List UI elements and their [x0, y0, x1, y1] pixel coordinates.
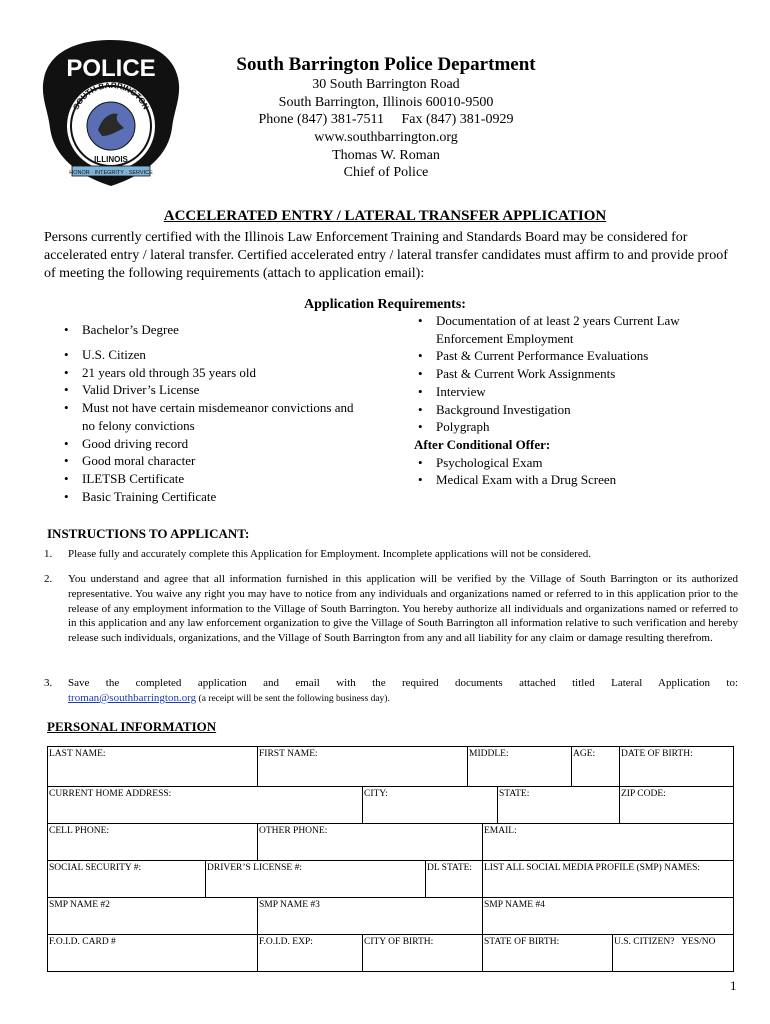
requirement-item: • Documentation of at least 2 years Current Law Enforcement Employment: [414, 312, 714, 347]
requirement-item: • Interview: [414, 383, 714, 401]
smp-list-field[interactable]: LIST ALL SOCIAL MEDIA PROFILE (SMP) NAMES:: [482, 860, 734, 898]
requirements-title: Application Requirements:: [304, 297, 466, 312]
us-citizen-field[interactable]: U.S. CITIZEN? YES/NO: [612, 934, 734, 972]
requirements-left-list: [60, 346, 360, 505]
age-field[interactable]: AGE:: [571, 746, 620, 787]
last-name-field[interactable]: LAST NAME:: [47, 746, 258, 787]
email-field[interactable]: EMAIL:: [482, 823, 734, 861]
receipt-note: (a receipt will be sent the following business day).: [198, 693, 390, 704]
zip-code-field[interactable]: ZIP CODE:: [619, 786, 734, 824]
middle-name-field[interactable]: MIDDLE:: [467, 746, 572, 787]
address-line-2: South Barrington, Illinois 60010-9500: [278, 95, 494, 110]
requirements-right-list: [414, 312, 714, 489]
instruction-3: 3. Save the completed application and email with the required documents attached titled Lateral Application to: troman@southbarrington.org (a receipt will be sent the following business day).: [44, 677, 738, 704]
chief-name: Thomas W. Roman: [332, 148, 440, 163]
foid-card-field[interactable]: F.O.I.D. CARD #: [47, 934, 258, 972]
requirement-item: • Psychological Exam: [414, 454, 714, 472]
requirement-item: • ILETSB Certificate: [60, 470, 360, 488]
requirement-item: • Past & Current Work Assignments: [414, 365, 714, 383]
requirement-item: • Basic Training Certificate: [60, 488, 360, 506]
state-field[interactable]: STATE:: [497, 786, 620, 824]
city-field[interactable]: CITY:: [362, 786, 498, 824]
requirement-item: • Past & Current Performance Evaluations: [414, 347, 714, 365]
requirement-item: • Must not have certain misdemeanor convictions and no felony convictions: [60, 399, 360, 434]
requirement-item: • Valid Driver’s License: [60, 381, 360, 399]
police-badge-logo: [40, 38, 182, 188]
requirement-item: • Background Investigation: [414, 401, 714, 419]
requirement-item: • Good moral character: [60, 452, 360, 470]
form-title: ACCELERATED ENTRY / LATERAL TRANSFER APPLICATION: [163, 208, 607, 224]
page-number: 1: [730, 978, 737, 993]
intro-paragraph: Persons currently certified with the Illinois Law Enforcement Training and Standards Board may be considered for accelerated entry / lateral transfer. Certified accelerated entry / lateral transfer candidates must affirm to and provide proof of meeting the following requirements (attach to application email):: [44, 230, 728, 281]
email-link[interactable]: troman@southbarrington.org: [68, 691, 197, 704]
badge-police-text: POLICE: [66, 55, 156, 82]
phone-fax: Phone (847) 381-7511 Fax (847) 381-0929: [258, 112, 514, 127]
state-of-birth-field[interactable]: STATE OF BIRTH:: [482, 934, 613, 972]
smp-name-4-field[interactable]: SMP NAME #4: [482, 897, 734, 935]
department-name: South Barrington Police Department: [236, 54, 536, 75]
home-address-field[interactable]: CURRENT HOME ADDRESS:: [47, 786, 363, 824]
date-of-birth-field[interactable]: DATE OF BIRTH:: [619, 746, 734, 787]
requirement-item: • 21 years old through 35 years old: [60, 364, 360, 382]
foid-exp-field[interactable]: F.O.I.D. EXP:: [257, 934, 363, 972]
chief-title: Chief of Police: [343, 165, 429, 180]
requirement-item: • Polygraph: [414, 418, 714, 436]
after-offer-heading: After Conditional Offer:: [414, 436, 551, 452]
smp-name-2-field[interactable]: SMP NAME #2: [47, 897, 258, 935]
requirement-item: • U.S. Citizen: [60, 346, 360, 364]
website: www.southbarrington.org: [314, 130, 458, 145]
ssn-field[interactable]: SOCIAL SECURITY #:: [47, 860, 206, 898]
instructions-title: INSTRUCTIONS TO APPLICANT:: [47, 526, 250, 541]
requirement-item: • Medical Exam with a Drug Screen: [414, 471, 714, 489]
other-phone-field[interactable]: OTHER PHONE:: [257, 823, 483, 861]
drivers-license-field[interactable]: DRIVER’S LICENSE #:: [205, 860, 426, 898]
instruction-2: 2. You understand and agree that all information furnished in this application will be verified by the Village of South Barrington or its authorized representative. You waive any right you may have to notice from any individuals and organizations named or referred to in this application prior to the release of any employment information to the Village of South Barrington. You hereby authorize all individuals and organizations named or referred to in this application and any law enforcement organization to give the Village of South Barrington all information relative to such verification and hereby release such individuals, organizations, and the Village of South Barrington from any and all liability for any claim or damage resulting therefrom.: [44, 573, 738, 645]
smp-name-3-field[interactable]: SMP NAME #3: [257, 897, 483, 935]
requirement-item: • Good driving record: [60, 435, 360, 453]
badge-state-text: ILLINOIS: [94, 155, 128, 164]
city-of-birth-field[interactable]: CITY OF BIRTH:: [362, 934, 483, 972]
first-name-field[interactable]: FIRST NAME:: [257, 746, 468, 787]
instruction-1: 1. Please fully and accurately complete this Application for Employment. Incomplete applications will not be considered.: [44, 548, 591, 560]
cell-phone-field[interactable]: CELL PHONE:: [47, 823, 258, 861]
address-line-1: 30 South Barrington Road: [312, 77, 460, 92]
badge-banner-text: HONOR · INTEGRITY · SERVICE: [69, 170, 153, 176]
dl-state-field[interactable]: DL STATE:: [425, 860, 483, 898]
badge-arc-text: SOUTH BARRINGTON: [71, 80, 151, 111]
requirement-bachelor: Bachelor’s Degree: [82, 322, 179, 337]
personal-info-title: PERSONAL INFORMATION: [47, 719, 217, 734]
